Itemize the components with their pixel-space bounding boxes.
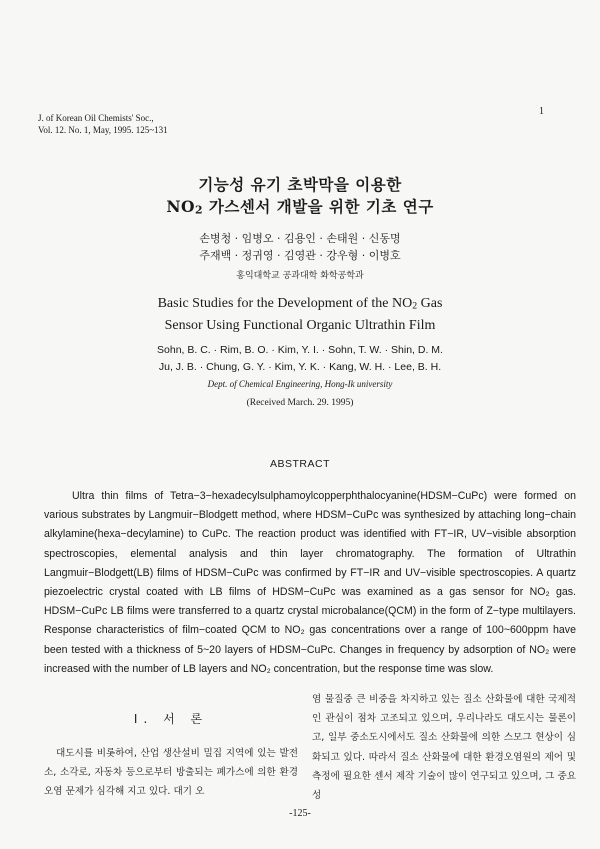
- english-authors-line2: Ju, J. B. · Chung, G. Y. · Kim, Y. K. · Kang, W. H. · Lee, B. H.: [158, 361, 442, 373]
- korean-title-line1: 기능성 유기 초박막을 이용한: [198, 175, 402, 194]
- english-title-sub: 2: [412, 300, 418, 312]
- abstract-body: [44, 487, 576, 679]
- english-title-line1: [0, 294, 600, 316]
- department: Dept. of Chemical Engineering, Hong-Ik university: [207, 379, 393, 389]
- english-title-gas: Gas: [417, 296, 443, 311]
- page-corner-number: 1: [539, 106, 544, 117]
- received-date: (Received March. 29. 1995): [246, 398, 354, 408]
- intro-right-column: [312, 690, 576, 805]
- abstract-text: Ultra thin films of Tetra−3−hexadecylsulphamoylcopperphthalocyanine(HDSM−CuPc) were formed on various substrates by Langmuir−Blodgett method, where HDSM−CuPc was synthesized by attaching long−chain alkylamine(hexa−decylamine) to CuPc. The reaction product was identified with FT−IR, UV−visible absorption spectroscopies, elemental analysis and thin layer chromatography. The formation of Ultrathin Langmuir−Blodgett(LB) films of HDSM−CuPc was confirmed by FT−IR and UV−visible spectroscopies. A quartz piezoelectric crystal coated with LB films of HDSM−CuPc was examined as a gas sensor for NO₂ gas. HDSM−CuPc LB films were transferred to a quartz crystal microbalance(QCM) in the form of Z−type multilayers. Response characteristics of film−coated QCM to NO₂ gas concentrations over a range of 100~600ppm have been tested with a thickness of 5~20 layers of HDSM−CuPc. Changes in frequency by adsorption of NO₂ were increased with the number of LB layers and NO₂ concentration, but the response time was slow.: [44, 490, 576, 675]
- intro-left-column: [44, 744, 298, 802]
- section-heading-introduction: Ⅰ. 서 론: [133, 712, 209, 726]
- abstract-heading: ABSTRACT: [269, 458, 330, 470]
- journal-citation: [38, 112, 168, 136]
- journal-name: J. of Korean Oil Chemists' Soc.,: [38, 113, 154, 123]
- korean-title-rest: 가스센서 개발을 위한 기초 연구: [203, 197, 434, 216]
- english-authors: [0, 342, 600, 376]
- korean-title: [0, 174, 600, 222]
- korean-title-sub: 2: [194, 203, 204, 217]
- journal-volume: Vol. 12. No. 1, May, 1995. 125~131: [38, 125, 168, 135]
- english-authors-line1: Sohn, B. C. · Rim, B. O. · Kim, Y. I. · Sohn, T. W. · Shin, D. M.: [157, 344, 443, 356]
- footer-page-number: -125-: [289, 808, 311, 819]
- intro-right-text: 염 물질중 큰 비중을 차지하고 있는 질소 산화물에 대한 국제적인 관심이 점차 고조되고 있으며, 우리나라도 대도시는 물론이고, 일부 중소도시에서도 질소 산화물에 의한 스모그 현상이 심화되고 있다. 따라서 질소 산화물에 대한 환경오염원의 제어 및 측정에 필요한 센서 제작 기술이 많이 연구되고 있으며, 그 중요성: [312, 694, 576, 802]
- korean-authors-line1: 손병청 · 임병오 · 김용인 · 손태원 · 신동명: [199, 232, 401, 245]
- korean-affiliation: 홍익대학교 공과대학 화학공학과: [236, 271, 364, 281]
- intro-left-text: 대도시를 비롯하여, 산업 생산설비 밀집 지역에 있는 발전소, 소각로, 자동차 등으로부터 방출되는 폐가스에 의한 환경오염 문제가 심각해 지고 있다. 대기 오: [44, 748, 298, 798]
- korean-authors-line2: 주재백 · 정귀영 · 김영관 · 강우형 · 이병호: [199, 249, 401, 262]
- korean-title-no: NO: [166, 197, 195, 216]
- korean-authors: [0, 230, 600, 264]
- english-title: [0, 294, 600, 336]
- english-title-line2: Sensor Using Functional Organic Ultrathin Film: [164, 318, 436, 334]
- english-title-main: Basic Studies for the Development of the NO: [157, 296, 413, 311]
- korean-title-line2: [0, 196, 600, 222]
